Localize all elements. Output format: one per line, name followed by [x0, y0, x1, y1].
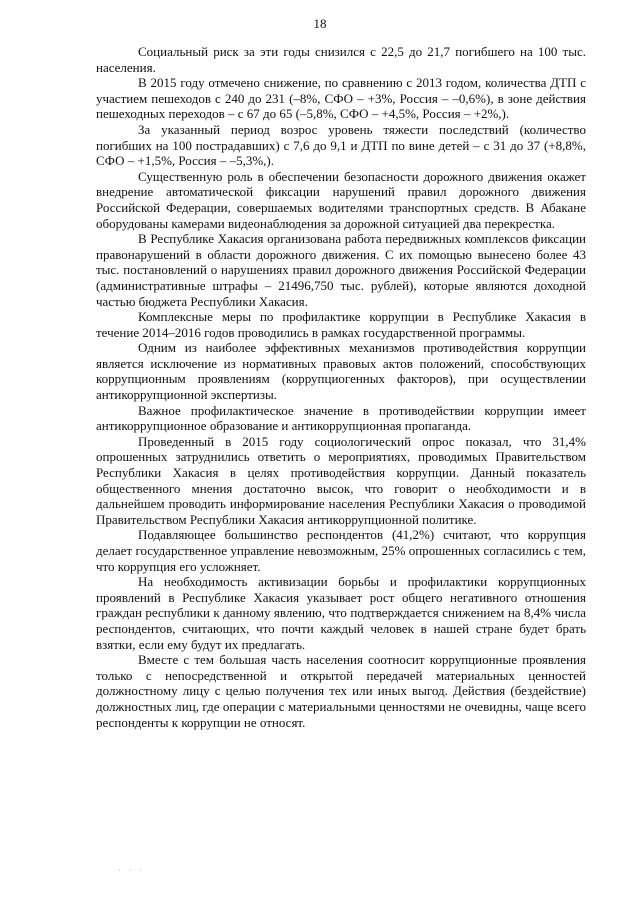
paragraph-mobile-complexes: В Республике Хакасия организована работа передвижных комплексов фиксации правонарушений в области дорожного движения. С их помощью вынесено более 43 тыс. постановлений о нарушениях правил дорожного движения Российской Федерации (административные штрафы – 21496,750 тыс. рублей), которые являются доходной частью бюджета Республики Хакасия.	[96, 231, 586, 309]
paragraph-severity: За указанный период возрос уровень тяжести последствий (количество погибших на 100 пострадавших) с 7,6 до 9,1 и ДТП по вине детей – с 31 до 37 (+8,8%, СФО – +1,5%, Россия – –5,3%,).	[96, 121, 586, 169]
paragraph-pedestrian-accidents: В 2015 году отмечено снижение, по сравнению с 2013 годом, количества ДТП с участием пешеходов с 240 до 231 (–8%, СФО – +3%, Россия – –0,6%), в зоне действия пешеходных переходов – с 67 до 65 (–5,8%, СФО – +4,5%, Россия – +2%,).	[96, 75, 586, 122]
paragraph-education: Важное профилактическое значение в противодействии коррупции имеет антикоррупционное образование и антикоррупционная пропаганда.	[96, 402, 586, 434]
page-number: 18	[313, 16, 327, 31]
paragraph-respondents: Подавляющее большинство респондентов (41,2%) считают, что коррупция делает государственное управление невозможным, 25% опрошенных согласились с тем, что коррупция его усложняет.	[96, 527, 586, 574]
scan-speck: · · ·	[118, 866, 145, 875]
paragraph-automatic-fixation: Существенную роль в обеспечении безопасности дорожного движения окажет внедрение автоматической фиксации нарушений правил дорожного движения Российской Федерации, совершаемых водителями транспортных средств. В Абакане оборудованы камерами видеонаблюдения за дорожной ситуацией два перекрестка.	[96, 168, 586, 231]
paragraph-social-risk: Социальный риск за эти годы снизился с 22,5 до 21,7 погибшего на 100 тыс. населения.	[96, 44, 586, 75]
paragraph-anticorruption-program: Комплексные меры по профилактике коррупции в Республике Хакасия в течение 2014–2016 годов проводились в рамках государственной программы.	[96, 309, 586, 340]
body-text	[96, 44, 586, 730]
paragraph-perception: Вместе с тем большая часть населения соотносит коррупционные проявления только с непосредственной и открытой передачей материальных ценностей должностному лицу с целью получения тех или иных выгод. Действия (бездействие) должностных лиц, где операции с материальными ценностями не очевидны, чаще всего респонденты к коррупции не относят.	[96, 652, 586, 730]
paragraph-expertise: Одним из наиболее эффективных механизмов противодействия коррупции является исключение из нормативных правовых актов положений, способствующих коррупционным проявлениям (коррупциогенных факторов), при осуществлении антикоррупционной экспертизы.	[96, 340, 586, 403]
paragraph-survey: Проведенный в 2015 году социологический опрос показал, что 31,4% опрошенных затруднились ответить о мероприятиях, проводимых Правительством Республики Хакасия в целях противодействия коррупции. Данный показатель общественного мнения достаточно высок, что говорит о необходимости и в дальнейшем проводить информирование населения Республики Хакасия о проводимой Правительством Республики Хакасия антикоррупционной политике.	[96, 433, 586, 527]
paragraph-negative-attitude: На необходимость активизации борьбы и профилактики коррупционных проявлений в Республике Хакасия указывает рост общего негативного отношения граждан республики к данному явлению, что подтверждается снижением на 8,4% числа респондентов, считающих, что почти каждый человек в нашей стране будет брать взятки, если ему будут их предлагать.	[96, 574, 586, 652]
